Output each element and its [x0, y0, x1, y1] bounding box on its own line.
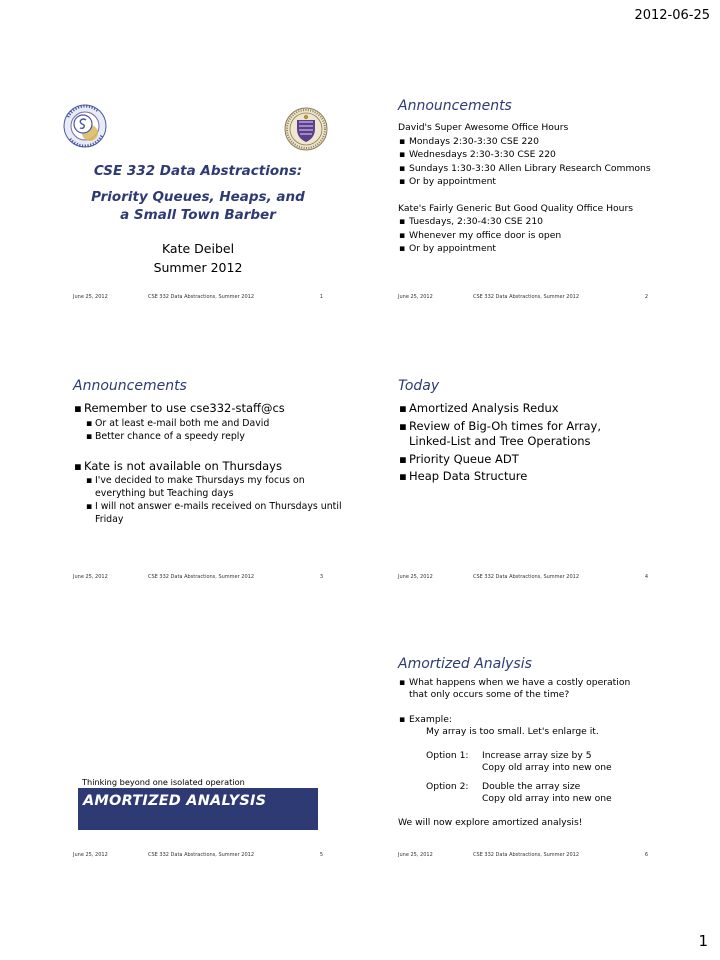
sub-list-item: ▪ Better chance of a speedy reply: [73, 430, 353, 443]
list-item: ▪ Whenever my office door is open: [398, 229, 668, 243]
footer-course: CSE 332 Data Abstractions, Summer 2012: [148, 574, 254, 580]
slide-5: [68, 643, 368, 883]
list-item: ▪ Kate is not available on Thursdays: [73, 459, 353, 475]
title-line-1: CSE 332 Data Abstractions:: [93, 163, 303, 179]
slide-3: [68, 365, 368, 605]
list-item: ▪ Amortized Analysis Redux: [398, 401, 618, 417]
footer-course: CSE 332 Data Abstractions, Summer 2012: [473, 852, 579, 858]
slide-6-body: [398, 677, 678, 830]
slide-2-body: [398, 121, 668, 256]
page-number: 1: [698, 932, 708, 950]
page-date: 2012-06-25: [634, 8, 710, 23]
footer-course: CSE 332 Data Abstractions, Summer 2012: [148, 852, 254, 858]
section-title-bar: [78, 788, 318, 830]
slide-title: Announcements: [73, 378, 187, 394]
title-line-3: a Small Town Barber: [120, 207, 276, 223]
question-item: ▪ What happens when we have a costly operation that only occurs some of the time?: [398, 677, 649, 702]
option-2-label: Option 2:: [426, 780, 469, 792]
list-item: ▪ Remember to use cse332-staff@cs: [73, 401, 353, 417]
list-item: ▪ Or by appointment: [398, 242, 668, 256]
list-item: ▪ Or by appointment: [398, 175, 668, 189]
slide-2: [393, 85, 693, 325]
slide-6: [393, 643, 693, 883]
slide-4-bullets: [398, 399, 618, 485]
option-1: [398, 750, 678, 762]
footer-slide-number: 2: [644, 294, 648, 300]
slide-1-author-block: [68, 239, 328, 277]
footer-date: June 25, 2012: [73, 294, 108, 300]
option-2-line-2: Copy old array into new one: [482, 793, 612, 805]
option-2-line-1: Double the array size: [482, 780, 581, 792]
university-seal-logo: [284, 107, 328, 151]
footer-date: June 25, 2012: [398, 294, 433, 300]
footer-date: June 25, 2012: [398, 574, 433, 580]
closing-text: We will now explore amortized analysis!: [398, 817, 583, 829]
list-item: ▪ Sundays 1:30-3:30 Allen Library Research Commons: [398, 162, 668, 176]
slide-title: Announcements: [398, 98, 512, 114]
footer-slide-number: 4: [644, 574, 648, 580]
slide-3-bullets: [73, 399, 353, 526]
footer-course: CSE 332 Data Abstractions, Summer 2012: [473, 574, 579, 580]
slide-title: Amortized Analysis: [398, 656, 532, 672]
list-item: ▪ Priority Queue ADT: [398, 452, 618, 468]
list-item: ▪ Review of Big-Oh times for Array, Linked-List and Tree Operations: [398, 419, 618, 450]
section-kicker: Thinking beyond one isolated operation: [82, 777, 245, 787]
list-item: ▪ Wednesdays 2:30-3:30 CSE 220: [398, 148, 668, 162]
slide-title: Today: [398, 378, 440, 394]
david-office-hours-heading: David's Super Awesome Office Hours: [398, 122, 569, 133]
kate-office-hours-heading: Kate's Fairly Generic But Good Quality Office Hours: [398, 202, 634, 214]
cse-logo: [62, 103, 108, 149]
footer-slide-number: 3: [319, 574, 323, 580]
author-name: Kate Deibel: [161, 241, 235, 256]
footer-date: June 25, 2012: [73, 852, 108, 858]
sub-list-item: ▪ Or at least e-mail both me and David: [73, 417, 353, 430]
example-text: My array is too small. Let's enlarge it.: [426, 725, 599, 737]
footer-slide-number: 5: [319, 852, 323, 858]
slide-1-title: [68, 162, 328, 224]
footer-slide-number: 6: [644, 852, 648, 858]
list-item: ▪ Mondays 2:30-3:30 CSE 220: [398, 135, 668, 149]
david-office-hours-list: [398, 135, 668, 189]
slide-1: [68, 85, 368, 325]
section-title: AMORTIZED ANALYSIS: [83, 793, 267, 809]
list-item: ▪ Tuesdays, 2:30-4:30 CSE 210: [398, 215, 668, 229]
list-item: ▪ Heap Data Structure: [398, 469, 618, 485]
option-1-line-1: Increase array size by 5: [482, 750, 592, 762]
example-label: ▪ Example:: [398, 714, 678, 726]
slide-4: [393, 365, 693, 605]
kate-office-hours-list: [398, 215, 668, 256]
term: Summer 2012: [153, 260, 243, 275]
footer-slide-number: 1: [319, 294, 323, 300]
footer-course: CSE 332 Data Abstractions, Summer 2012: [473, 294, 579, 300]
option-1-line-2: Copy old array into new one: [482, 762, 612, 774]
footer-date: June 25, 2012: [73, 574, 108, 580]
footer-date: June 25, 2012: [398, 852, 433, 858]
option-1-label: Option 1:: [426, 750, 469, 762]
footer-course: CSE 332 Data Abstractions, Summer 2012: [148, 294, 254, 300]
title-line-2: Priority Queues, Heaps, and: [91, 189, 305, 205]
sub-list-item: ▪ I will not answer e-mails received on Thursdays until Friday: [73, 500, 353, 526]
sub-list-item: ▪ I've decided to make Thursdays my focus on everything but Teaching days: [73, 474, 353, 500]
option-2: [398, 781, 678, 793]
